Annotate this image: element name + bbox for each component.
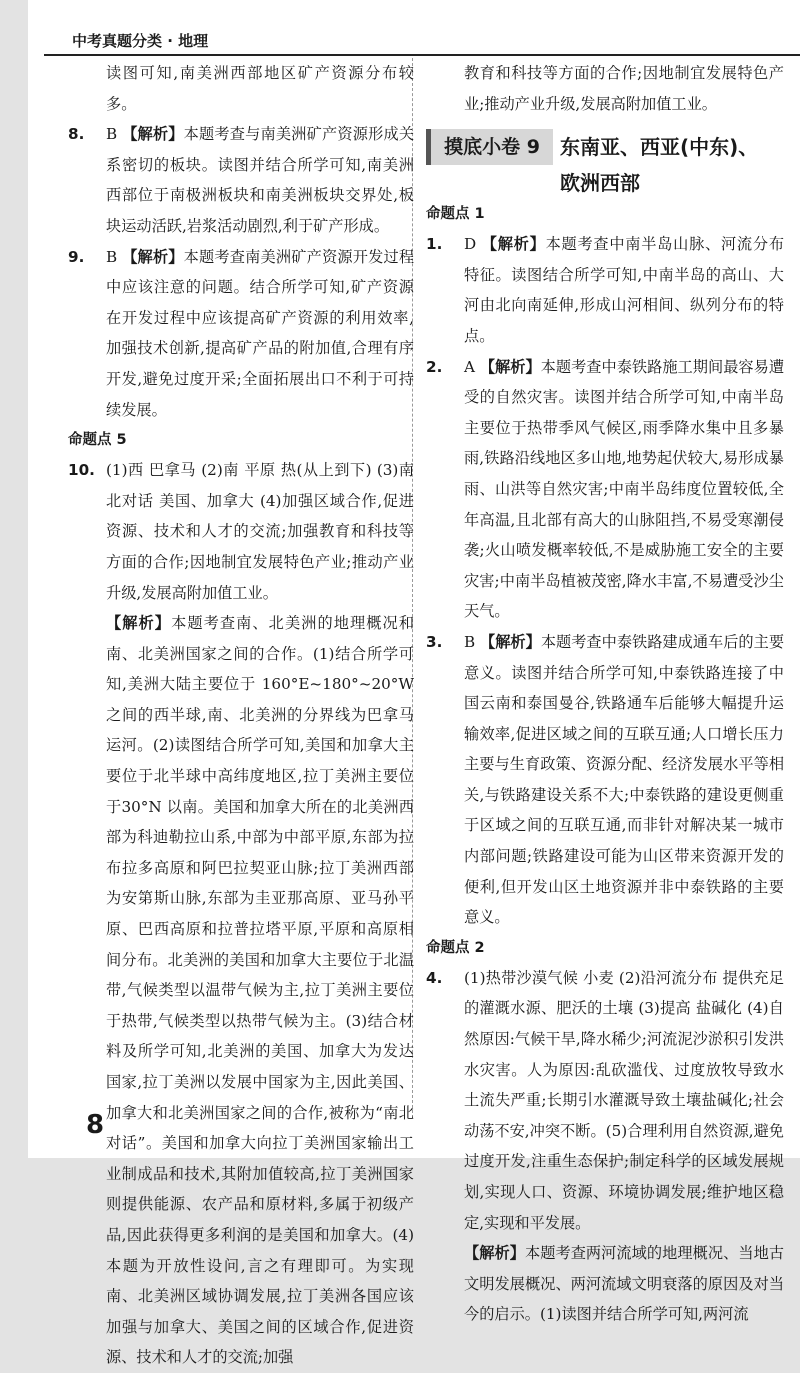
answer-text: (1)西 巴拿马 (2)南 平原 热(从上到下) (3)南北对话 美国、加拿大 (4)加强区域合作,促进资源、技术和人才的交流;加强教育和科技等方面的合作;因地制宜发展特色产业;推动产业升级,发展高附加值工业。 xyxy=(106,461,414,602)
unit-title-line1: 东南亚、西亚(中东)、 xyxy=(560,135,759,160)
answer-letter: D xyxy=(464,235,477,254)
question-10 xyxy=(68,455,414,608)
unit-label: 摸底小卷 9 xyxy=(426,129,553,165)
analysis-text: 本题考查两河流域的地理概况、当地古文明发展概况、两河流域文明衰落的原因及对当今的启示。(1)读图并结合所学可知,两河流 xyxy=(464,1244,785,1324)
question-number: 8. xyxy=(68,125,85,144)
question-number: 4. xyxy=(426,968,443,987)
analysis-text: 本题考查与南美洲矿产资源形成关系密切的板块。读图并结合所学可知,南美洲西部位于南极洲板块和南美洲板块交界处,板块运动活跃,岩浆活动剧烈,利于矿产形成。 xyxy=(106,125,415,235)
question-number: 2. xyxy=(426,357,443,376)
question-3 xyxy=(426,627,784,933)
analysis-tag: 【解析】 xyxy=(481,235,546,254)
analysis-text: 本题考查中南半岛山脉、河流分布特征。读图结合所学可知,中南半岛的高山、大河由北向南延伸,形成山河相间、纵列分布的特点。 xyxy=(464,235,785,345)
analysis-text: 本题考查南、北美洲的地理概况和南、北美洲国家之间的合作。(1)结合所学可知,美洲大陆主要位于 160°E~180°~20°W 之间的西半球,南、北美洲的分界线为巴拿马运河。(2)读图结合所学可知,美国和加拿大主要位于北半球中高纬度地区,拉丁美洲主要位于30°N 以南。美国和加拿大所在的北美洲西部为科迪勒拉山系,中部为中部平原,东部为拉布拉多高原和阿巴拉契亚山脉;拉丁美洲西部为安第斯山脉,东部为圭亚那高原、亚马孙平原、巴西高原和拉普拉塔平原,平原和高原相间分布。北美洲的美国和加拿大主要位于北温带,气候类型以温带气候为主,拉丁美洲主要位于热带,气候类型以热带气候为主。(3)结合材料及所学可知,北美洲的美国、加拿大为发达国家,拉丁美洲以发展中国家为主,因此美国、加拿大和北美洲国家之间的合作,被称为“南北对话”。美国和加拿大向拉丁美洲国家输出工业制成品和技术,其附加值较高,拉丁美洲国家则提供能源、农产品和原材料,多属于初级产品,因此获得更多利润的是美国和加拿大。(4)本题为开放性设问,言之有理即可。为实现南、北美洲区域协调发展,拉丁美洲各国应该加强与加拿大、美国之间的区域合作,促进资源、技术和人才的交流;加强 xyxy=(106,614,415,1367)
question-1 xyxy=(426,229,784,351)
continued-text: 读图可知,南美洲西部地区矿产资源分布较多。 xyxy=(106,64,414,113)
question-number: 1. xyxy=(426,235,443,254)
unit-title-line2: 欧洲西部 xyxy=(560,171,640,196)
analysis-text: 本题考查南美洲矿产资源开发过程中应该注意的问题。结合所学可知,矿产资源在开发过程中应该提高矿产资源的利用效率,加强技术创新,提高矿产品的附加值,合理有序开发,避免过度开采;全面拓展出口不利于可持续发展。 xyxy=(106,247,415,419)
question-2 xyxy=(426,352,784,627)
page xyxy=(28,0,800,1367)
question-8 xyxy=(68,119,414,241)
question-number: 10. xyxy=(68,461,95,480)
answer-text: (1)热带沙漠气候 小麦 (2)沿河流分布 提供充足的灌溉水源、肥沃的土壤 (3)提高 盐碱化 (4)自然原因:气候干旱,降水稀少;河流泥沙淤积引发洪水灾害。人为原因:乱砍滥伐、过度放牧导致水土流失严重;长期引水灌溉导致土壤盐碱化;社会动荡不安,冲突不断。(5)合理利用自然资源,避免过度开发,注重生态保护;制定科学的区域发展规划,实现人口、资源、环境协调发展;维护地区稳定,实现和平发展。 xyxy=(464,968,784,1232)
topic-point-2: 命题点 2 xyxy=(426,939,485,956)
analysis-tag: 【解析】 xyxy=(479,357,541,376)
question-9 xyxy=(68,242,414,426)
answer-letter: B xyxy=(106,247,118,266)
analysis-text: 本题考查中泰铁路施工期间最容易遭受的自然灾害。读图并结合所学可知,中南半岛主要位于热带季风气候区,雨季降水集中且多暴雨,铁路沿线地区多山地,地势起伏较大,易形成暴雨、山洪等自然灾害;中南半岛纬度位置较低,全年高温,且北部有高大的山脉阻挡,不易受寒潮侵袭;火山喷发概率较低,不是威胁施工安全的主要灾害;中南半岛植被茂密,降水丰富,不易遭受沙尘天气。 xyxy=(464,357,785,621)
answer-letter: A xyxy=(464,357,475,376)
left-column xyxy=(68,58,414,1373)
topic-point-5: 命题点 5 xyxy=(68,432,127,449)
analysis-tag: 【解析】 xyxy=(122,247,184,266)
running-header xyxy=(44,10,800,56)
question-number: 9. xyxy=(68,247,85,266)
question-4 xyxy=(426,963,784,1238)
analysis-tag: 【解析】 xyxy=(106,614,172,633)
question-4-analysis xyxy=(426,1238,784,1330)
question-number: 3. xyxy=(426,632,443,651)
analysis-tag: 【解析】 xyxy=(464,1244,525,1263)
unit-banner xyxy=(426,127,784,199)
answer-letter: B xyxy=(106,125,118,144)
analysis-tag: 【解析】 xyxy=(122,125,184,144)
analysis-tag: 【解析】 xyxy=(480,632,541,651)
answer-letter: B xyxy=(464,632,476,651)
page-number: 8 xyxy=(86,1110,105,1140)
right-column xyxy=(426,58,784,1330)
header-title: 中考真题分类 · 地理 xyxy=(72,32,209,50)
continued-text: 教育和科技等方面的合作;因地制宜发展特色产业;推动产业升级,发展高附加值工业。 xyxy=(464,64,784,113)
analysis-text: 本题考查中泰铁路建成通车后的主要意义。读图并结合所学可知,中泰铁路连接了中国云南和泰国曼谷,铁路通车后能够大幅提升运输效率,促进区域之间的互联互通;人口增长压力主要与生育政策、资源分配、经济发展水平等相关,与铁路建设关系不大;中泰铁路的建设更侧重于区域之间的互联互通,而非针对解决某一城市内部问题;铁路建设可能为山区带来资源开发的便利,但开发山区土地资源并非中泰铁路的主要意义。 xyxy=(464,632,785,927)
topic-point-1: 命题点 1 xyxy=(426,206,485,223)
question-10-analysis xyxy=(68,608,414,1373)
